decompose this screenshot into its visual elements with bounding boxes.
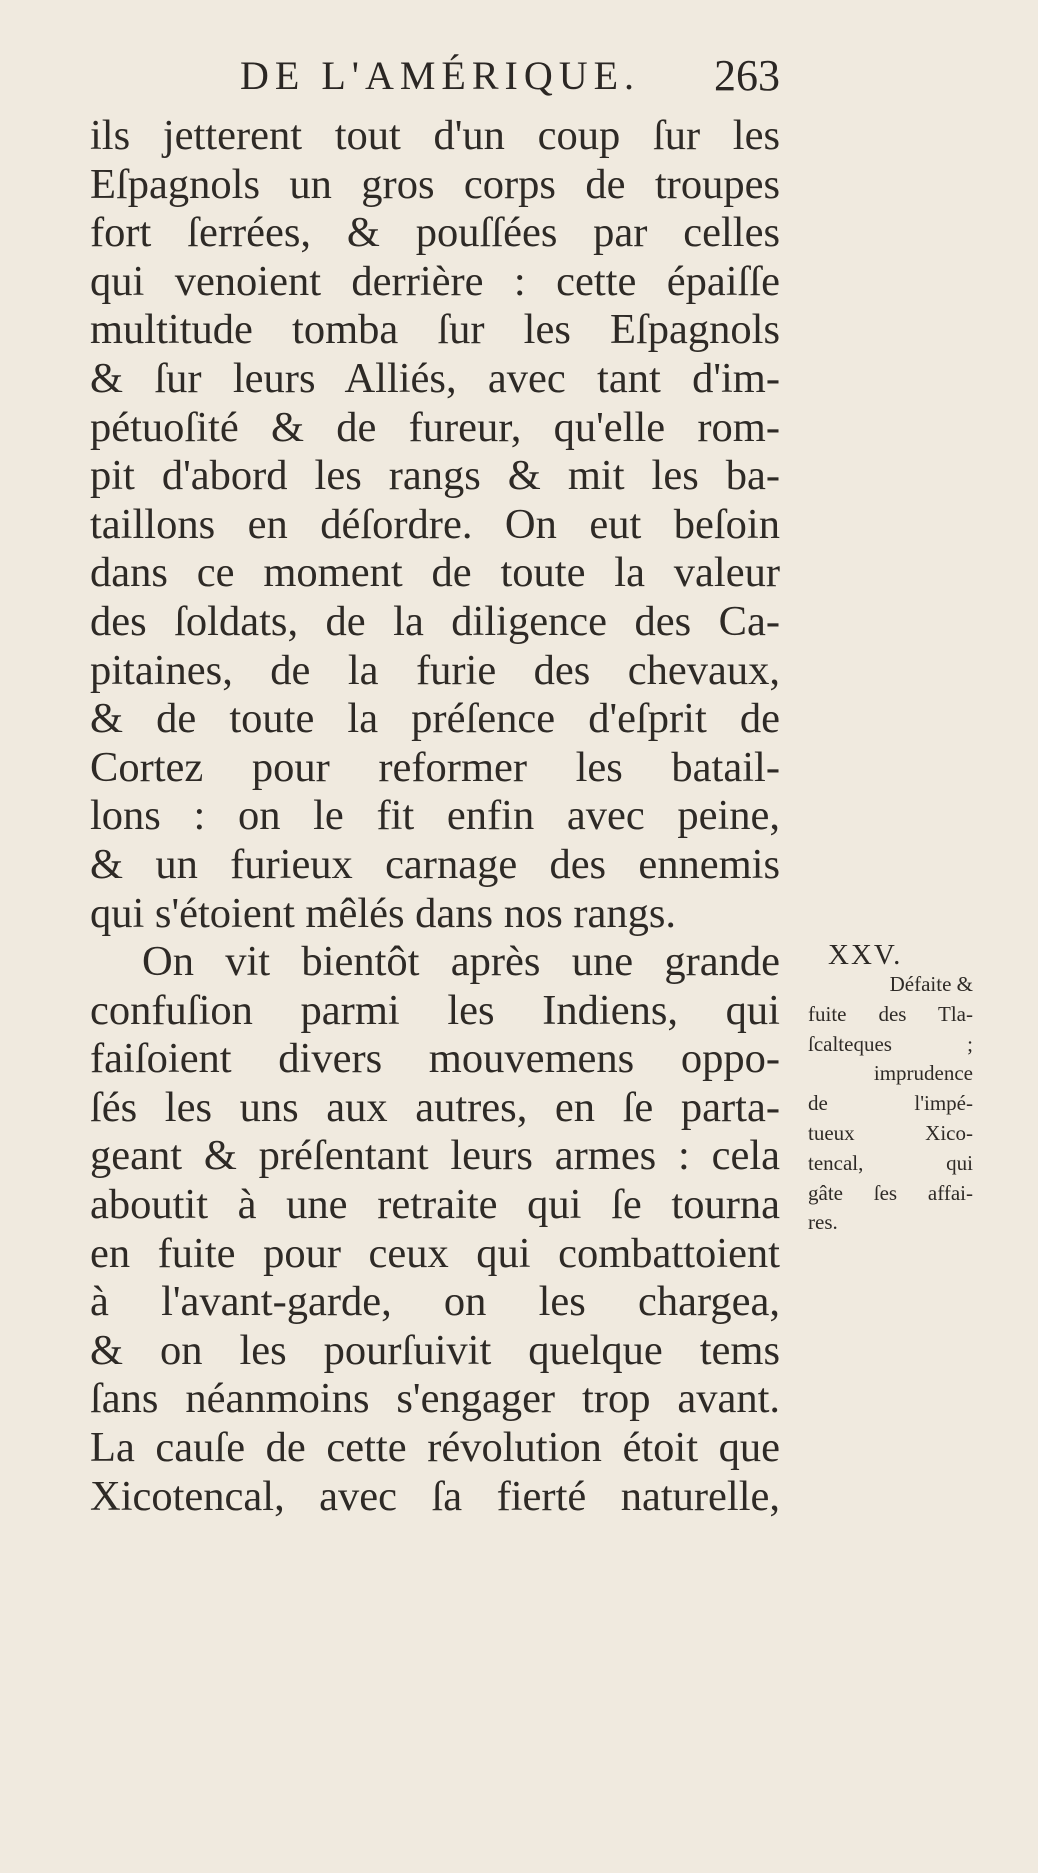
marginal-note-line: tencal, qui (808, 1150, 973, 1175)
body-line: ſés les uns aux autres, en ſe parta- (90, 1083, 780, 1131)
body-line: taillons en déſordre. On eut beſoin (90, 500, 780, 548)
body-line: Xicotencal, avec ſa fierté naturelle, (90, 1472, 780, 1520)
marginal-note-line: tueux Xico- (808, 1120, 973, 1145)
page-number: 263 (714, 51, 780, 100)
body-line: ils jetterent tout d'un coup ſur les (90, 112, 780, 159)
body-line: geant & préſentant leurs armes : cela (90, 1132, 780, 1180)
body-line: aboutit à une retraite qui ſe tourna (90, 1181, 780, 1229)
body-line: dans ce moment de toute la valeur (90, 549, 780, 597)
body-line: La cauſe de cette révolution étoit que (90, 1424, 780, 1472)
marginal-note-line: imprudence (873, 1061, 973, 1086)
marginal-note-line: res. (808, 1210, 838, 1235)
body-line: des ſoldats, de la diligence des Ca- (90, 597, 780, 645)
marginal-note (808, 940, 973, 1238)
marginal-note-line: fuite des Tla- (808, 1001, 973, 1026)
running-head: DE L'AMÉRIQUE. (240, 53, 641, 98)
marginal-note-line: gâte ſes affai- (808, 1180, 973, 1205)
body-line: fort ſerrées, & pouſſées par celles (90, 209, 780, 257)
body-line: confuſion parmi les Indiens, qui (90, 986, 780, 1034)
body-line: qui venoient derrière : cette épaiſſe (90, 257, 780, 305)
body-line: pitaines, de la furie des chevaux, (90, 646, 780, 694)
body-line: & de toute la préſence d'eſprit de (90, 695, 780, 743)
body-line: qui s'étoient mêlés dans nos rangs. (90, 889, 677, 937)
marginal-note-line: ſcalteques ; (808, 1031, 973, 1056)
body-line: pétuoſité & de fureur, qu'elle rom- (90, 403, 780, 451)
marginal-note-line: Défaite & (889, 972, 973, 996)
body-line: faiſoient divers mouvemens oppo- (90, 1035, 780, 1083)
body-line: ſans néanmoins s'engager trop avant. (90, 1375, 780, 1423)
body-line: lons : on le fit enfin avec peine, (90, 792, 780, 840)
body-line: en fuite pour ceux qui combattoient (90, 1229, 780, 1277)
body-line: à l'avant-garde, on les chargea, (90, 1278, 780, 1326)
body-text (90, 112, 780, 1521)
body-line: & ſur leurs Alliés, avec tant d'im- (90, 354, 780, 402)
body-line: Eſpagnols un gros corps de troupes (90, 160, 780, 208)
marginal-note-number: XXV. (828, 939, 903, 971)
body-line: & on les pourſuivit quelque tems (90, 1326, 780, 1374)
body-line: pit d'abord les rangs & mit les ba- (90, 452, 780, 500)
body-line: multitude tomba ſur les Eſpagnols (90, 306, 780, 354)
body-line: & un furieux carnage des ennemis (90, 840, 780, 888)
marginal-note-line: de l'impé- (808, 1091, 973, 1116)
body-line: Cortez pour reformer les batail- (90, 743, 780, 791)
page-header (240, 48, 780, 108)
paragraph-first-line: On vit bientôt après une grande (142, 938, 780, 986)
